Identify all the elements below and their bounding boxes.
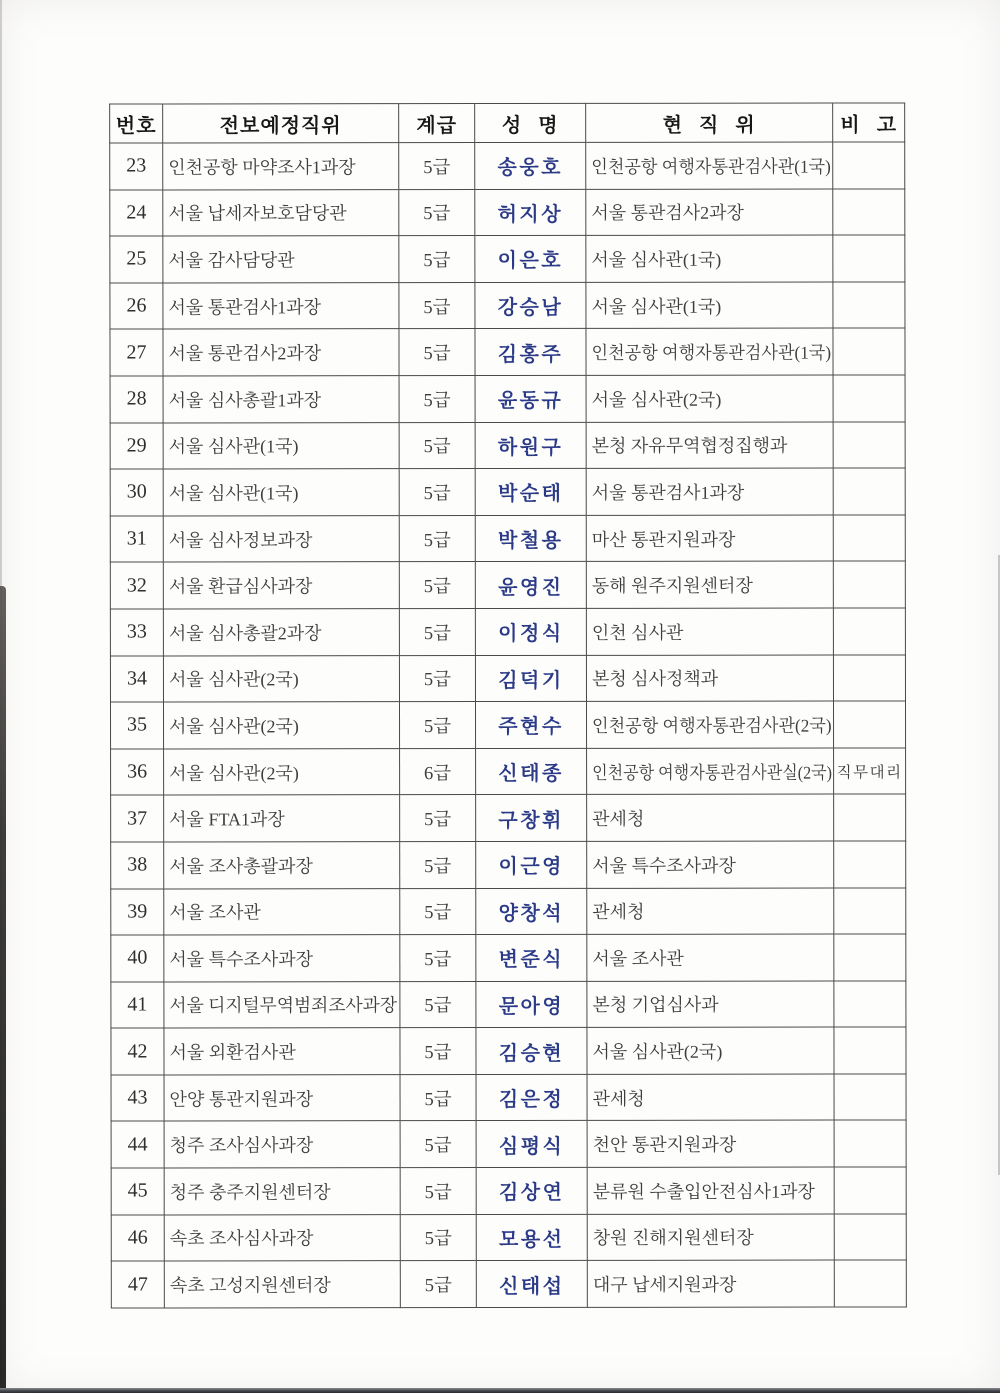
cell-row-number: 40 [111, 935, 164, 982]
cell-new-position: 서울 외환검사관 [164, 1028, 400, 1075]
cell-new-position: 서울 특수조사과장 [164, 935, 400, 982]
cell-remarks [833, 142, 905, 189]
cell-remarks [834, 1214, 906, 1261]
cell-rank: 5급 [400, 795, 476, 842]
cell-new-position: 속초 고성지원센터장 [164, 1261, 400, 1308]
cell-row-number: 34 [110, 656, 163, 703]
table-row-45 [111, 1167, 906, 1215]
cell-rank: 5급 [400, 1214, 476, 1261]
table-row-43 [111, 1074, 906, 1122]
cell-remarks [834, 841, 906, 888]
cell-current-position: 본청 기업심사과 [587, 981, 834, 1028]
cell-rank: 5급 [399, 282, 475, 329]
cell-current-position: 동해 원주지원센터장 [586, 561, 833, 608]
table-row-39 [111, 887, 906, 935]
cell-rank: 5급 [399, 655, 475, 702]
cell-current-position: 인천공항 여행자통관검사관실(2국) [587, 748, 834, 795]
cell-new-position: 서울 심사관(2국) [164, 748, 400, 795]
cell-remarks [833, 422, 905, 469]
cell-name: 박철용 [475, 515, 586, 562]
table-row-41 [111, 981, 906, 1029]
cell-current-position: 마산 통관지원과장 [586, 515, 833, 562]
table-row-29 [110, 422, 905, 470]
cell-new-position: 서울 FTA1과장 [164, 795, 400, 842]
cell-remarks [833, 282, 905, 329]
cell-row-number: 37 [111, 795, 164, 842]
cell-name: 김덕기 [475, 655, 586, 702]
cell-new-position: 서울 심사정보과장 [163, 515, 399, 562]
header-remarks: 비 고 [833, 103, 905, 142]
table-row-38 [111, 841, 906, 889]
cell-name: 구창휘 [476, 795, 587, 842]
cell-name: 윤동규 [475, 375, 586, 422]
cell-rank: 5급 [399, 422, 475, 469]
cell-row-number: 23 [110, 143, 163, 190]
cell-row-number: 30 [110, 469, 163, 516]
cell-remarks [833, 654, 905, 701]
cell-current-position: 서울 심사관(2국) [586, 375, 833, 422]
cell-row-number: 47 [111, 1261, 164, 1308]
cell-current-position: 서울 통관검사1과장 [586, 468, 833, 515]
cell-name: 이근영 [476, 841, 587, 888]
cell-current-position: 본청 심사정책과 [586, 655, 833, 702]
cell-name: 하원구 [475, 422, 586, 469]
cell-remarks [834, 794, 906, 841]
cell-rank: 5급 [400, 1074, 476, 1121]
cell-new-position: 서울 조사관 [164, 888, 400, 935]
table-row-40 [111, 934, 906, 982]
cell-new-position: 청주 충주지원센터장 [164, 1168, 400, 1215]
cell-row-number: 38 [111, 842, 164, 889]
cell-rank: 5급 [399, 608, 475, 655]
cell-rank: 5급 [399, 562, 475, 609]
cell-name: 이정식 [475, 608, 586, 655]
cell-new-position: 서울 납세자보호담당관 [163, 189, 399, 236]
table-row-24 [110, 189, 905, 237]
cell-new-position: 서울 심사총괄1과장 [163, 376, 399, 423]
table-row-36 [111, 748, 906, 796]
cell-row-number: 28 [110, 376, 163, 423]
cell-rank: 5급 [400, 888, 476, 935]
cell-rank: 5급 [400, 1261, 476, 1308]
cell-new-position: 서울 심사관(2국) [163, 655, 399, 702]
cell-row-number: 31 [110, 516, 163, 563]
cell-remarks [834, 1260, 906, 1307]
cell-rank: 5급 [399, 236, 475, 283]
cell-current-position: 본청 자유무역협정집행과 [586, 422, 833, 469]
cell-name: 강승남 [475, 282, 586, 329]
table-row-25 [110, 235, 905, 283]
cell-remarks [834, 1074, 906, 1121]
cell-name: 신태섭 [476, 1261, 587, 1308]
cell-current-position: 관세청 [587, 794, 834, 841]
table-row-34 [110, 654, 905, 702]
cell-rank: 5급 [400, 1121, 476, 1168]
cell-rank: 5급 [399, 515, 475, 562]
cell-current-position: 서울 심사관(1국) [586, 282, 833, 329]
cell-name: 김은정 [476, 1074, 587, 1121]
cell-new-position: 서울 통관검사2과장 [163, 329, 399, 376]
cell-remarks [834, 1120, 906, 1167]
table-row-23 [110, 142, 905, 190]
cell-row-number: 45 [111, 1168, 164, 1215]
table-row-31 [110, 515, 905, 563]
cell-remarks [833, 189, 905, 236]
table-row-46 [111, 1214, 906, 1262]
cell-remarks: 직무대리 [834, 748, 906, 795]
cell-remarks [833, 515, 905, 562]
cell-row-number: 29 [110, 423, 163, 470]
cell-remarks [834, 1167, 906, 1214]
table-row-35 [110, 701, 905, 749]
cell-row-number: 44 [111, 1121, 164, 1168]
table-row-42 [111, 1027, 906, 1075]
cell-name: 허지상 [475, 189, 586, 236]
cell-remarks [834, 887, 906, 934]
cell-row-number: 32 [110, 562, 163, 609]
cell-current-position: 천안 통관지원과장 [587, 1121, 834, 1168]
cell-rank: 5급 [399, 143, 475, 190]
cell-name: 주현수 [475, 702, 586, 749]
cell-current-position: 인천공항 여행자통관검사관(1국) [586, 142, 833, 189]
table-row-33 [110, 608, 905, 656]
cell-row-number: 41 [111, 982, 164, 1029]
header-current-position: 현 직 위 [586, 103, 833, 142]
cell-current-position: 서울 특수조사과장 [587, 841, 834, 888]
cell-name: 김승현 [476, 1028, 587, 1075]
table-row-26 [110, 282, 905, 330]
cell-current-position: 인천공항 여행자통관검사관(2국) [586, 701, 833, 748]
cell-remarks [834, 934, 906, 981]
cell-rank: 5급 [400, 1028, 476, 1075]
cell-name: 심평식 [476, 1121, 587, 1168]
cell-name: 모용선 [476, 1214, 587, 1261]
cell-remarks [833, 701, 905, 748]
cell-row-number: 46 [111, 1215, 164, 1262]
cell-name: 송웅호 [475, 142, 586, 189]
personnel-table-wrap [109, 102, 907, 1308]
cell-rank: 5급 [400, 841, 476, 888]
cell-row-number: 25 [110, 236, 163, 283]
header-rank: 계급 [399, 104, 475, 143]
cell-current-position: 분류원 수출입안전심사1과장 [587, 1167, 834, 1214]
cell-row-number: 39 [111, 888, 164, 935]
cell-name: 신태종 [476, 748, 587, 795]
cell-row-number: 27 [110, 329, 163, 376]
table-header-row [110, 103, 905, 143]
cell-row-number: 36 [111, 749, 164, 796]
table-row-47 [111, 1260, 906, 1308]
cell-rank: 5급 [399, 189, 475, 236]
header-row-number: 번호 [110, 104, 163, 143]
cell-new-position: 인천공항 마약조사1과장 [163, 143, 399, 190]
cell-remarks [833, 468, 905, 515]
table-row-37 [111, 794, 906, 842]
cell-current-position: 창원 진해지원센터장 [587, 1214, 834, 1261]
cell-row-number: 26 [110, 283, 163, 330]
cell-name: 윤영진 [475, 562, 586, 609]
cell-new-position: 서울 심사관(1국) [163, 469, 399, 516]
cell-name: 변준식 [476, 934, 587, 981]
table-row-32 [110, 561, 905, 609]
cell-rank: 5급 [399, 376, 475, 423]
cell-current-position: 인천 심사관 [586, 608, 833, 655]
cell-current-position: 관세청 [587, 1074, 834, 1121]
table-row-30 [110, 468, 905, 516]
scan-artifact-bottom-line [0, 1388, 1000, 1393]
cell-rank: 5급 [400, 935, 476, 982]
cell-name: 양창석 [476, 888, 587, 935]
cell-rank: 5급 [399, 469, 475, 516]
cell-row-number: 43 [111, 1075, 164, 1122]
cell-new-position: 서울 심사총괄2과장 [163, 609, 399, 656]
cell-rank: 5급 [400, 981, 476, 1028]
scan-artifact-left-streak [0, 586, 6, 1393]
cell-remarks [833, 235, 905, 282]
cell-name: 김홍주 [475, 329, 586, 376]
cell-name: 이은호 [475, 236, 586, 283]
cell-new-position: 속초 조사심사과장 [164, 1214, 400, 1261]
cell-new-position: 서울 심사관(2국) [163, 702, 399, 749]
cell-new-position: 청주 조사심사과장 [164, 1121, 400, 1168]
table-row-28 [110, 375, 905, 423]
cell-rank: 5급 [399, 329, 475, 376]
cell-remarks [834, 1027, 906, 1074]
cell-remarks [834, 981, 906, 1028]
cell-new-position: 서울 디지털무역범죄조사과장 [164, 981, 400, 1028]
cell-new-position: 서울 조사총괄과장 [164, 842, 400, 889]
table-row-27 [110, 328, 905, 376]
cell-current-position: 서울 심사관(1국) [586, 235, 833, 282]
cell-remarks [833, 561, 905, 608]
cell-new-position: 서울 심사관(1국) [163, 422, 399, 469]
cell-row-number: 33 [110, 609, 163, 656]
cell-new-position: 서울 환급심사과장 [163, 562, 399, 609]
cell-name: 문아영 [476, 981, 587, 1028]
header-name: 성 명 [475, 103, 586, 142]
cell-remarks [833, 328, 905, 375]
cell-new-position: 서울 감사담당관 [163, 236, 399, 283]
cell-current-position: 관세청 [587, 888, 834, 935]
cell-remarks [833, 375, 905, 422]
cell-new-position: 서울 통관검사1과장 [163, 282, 399, 329]
cell-current-position: 서울 통관검사2과장 [586, 189, 833, 236]
cell-current-position: 인천공항 여행자통관검사관(1국) [586, 328, 833, 375]
cell-rank: 5급 [400, 1168, 476, 1215]
cell-current-position: 서울 조사관 [587, 934, 834, 981]
cell-current-position: 서울 심사관(2국) [587, 1027, 834, 1074]
cell-current-position: 대구 납세지원과장 [587, 1260, 834, 1307]
cell-rank: 6급 [400, 748, 476, 795]
cell-row-number: 42 [111, 1028, 164, 1075]
cell-name: 김상연 [476, 1167, 587, 1214]
cell-rank: 5급 [399, 702, 475, 749]
personnel-transfer-table [109, 102, 907, 1308]
cell-row-number: 24 [110, 190, 163, 237]
header-new-position: 전보예정직위 [163, 104, 399, 143]
cell-row-number: 35 [110, 702, 163, 749]
cell-new-position: 안양 통관지원과장 [164, 1075, 400, 1122]
cell-name: 박순태 [475, 469, 586, 516]
table-row-44 [111, 1120, 906, 1168]
cell-remarks [833, 608, 905, 655]
